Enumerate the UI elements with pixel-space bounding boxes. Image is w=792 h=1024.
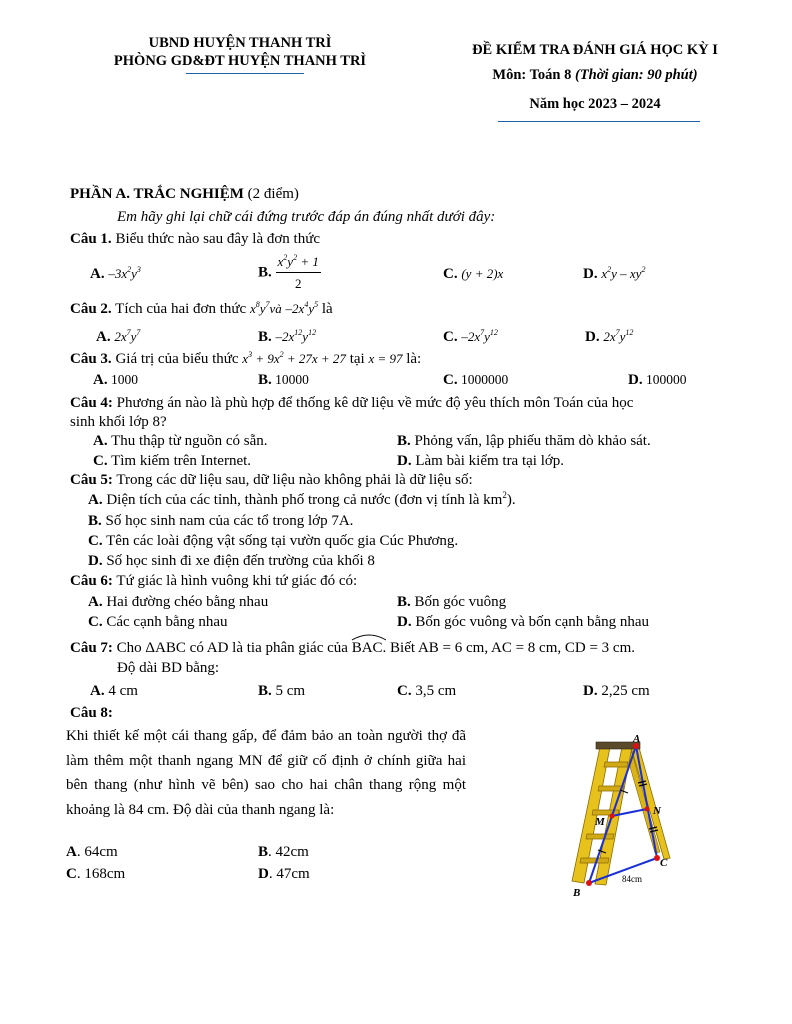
angle-bac: BAC	[352, 637, 383, 657]
school-department: PHÒNG GD&ĐT HUYỆN THANH TRÌ	[113, 53, 367, 69]
q1-option-c: C. (y + 2)x	[443, 266, 504, 282]
school-district: UBND HUYỆN THANH TRÌ	[148, 35, 332, 51]
q2-option-a: A. $2x^7y^7$	[96, 328, 141, 345]
q1-option-a: A. $-3x^2y^3$	[90, 265, 141, 282]
label-n: N	[653, 805, 661, 817]
q6-option-b: B. Bốn góc vuông	[397, 594, 507, 610]
q3-option-a: A. 1000	[93, 372, 138, 388]
q5-option-d: D. Số học sinh đi xe điện đến trường của khối 8	[88, 553, 375, 569]
q4-option-d: D. Làm bài kiểm tra tại lớp.	[397, 453, 565, 469]
q5-option-b: B. Số học sinh nam của các tổ trong lớp 7A.	[88, 513, 354, 529]
question-7: Câu 7: Cho ΔABC có AD là tia phân giác của BAC. Biết AB = 6 cm, AC = 8 cm, CD = 3 cm.	[70, 637, 635, 657]
q8-option-d: D. 47cm	[258, 866, 310, 882]
q7-option-a: A. 4 cm	[90, 683, 138, 699]
question-7-continued: Độ dài BD bằng:	[117, 660, 220, 676]
ladder-figure	[548, 730, 688, 900]
question-5: Câu 5: Trong các dữ liệu sau, dữ liệu nào không phải là dữ liệu số:	[70, 472, 473, 488]
label-m: M	[595, 816, 605, 828]
question-1: Câu 1. Biểu thức nào sau đây là đơn thức	[70, 231, 320, 247]
label-c: C	[660, 857, 668, 869]
ladder-rear-leg	[630, 744, 670, 859]
question-2: Câu 2. Tích của hai đơn thức $x^8y^7và$ $-2x^4y^5$ là	[70, 300, 333, 317]
q6-option-c: C. Các cạnh bằng nhau	[88, 614, 228, 630]
q6-option-d: D. Bốn góc vuông và bốn cạnh bằng nhau	[397, 614, 650, 630]
angle-arc	[351, 633, 387, 641]
q6-option-a: A. Hai đường chéo bằng nhau	[88, 594, 269, 610]
exam-title: ĐỀ KIỂM TRA ĐÁNH GIÁ HỌC KỲ I	[472, 42, 718, 58]
q8-option-c: C. 168cm	[66, 866, 126, 882]
q5-option-c: C. Tên các loài động vật sống tại vườn quốc gia Cúc Phương.	[88, 533, 459, 549]
q7-option-b: B. 5 cm	[258, 683, 306, 699]
question-4-continued: sinh khối lớp 8?	[70, 414, 167, 430]
q3-option-d: D. 100000	[628, 372, 687, 388]
q1-option-d: D. $x^2y - xy^2$	[583, 265, 646, 282]
q3-option-c: C. 1000000	[443, 372, 509, 388]
question-6: Câu 6: Tứ giác là hình vuông khi tứ giác đó có:	[70, 573, 358, 589]
question-8-text: Khi thiết kế một cái thang gấp, để đảm bảo an toàn người thợ đã làm thêm một thanh ngang MN để giữ cố định ở chính giữa hai bên thang (như hình vẽ bên) sao cho hai chân thang rộng một khoảng là 84 cm. Độ dài của thanh ngang là:	[66, 728, 466, 818]
q2-option-c: C. $-2x^7y^{12}$	[443, 328, 498, 345]
question-3: Câu 3. Giá trị của biểu thức $x^3 + 9x^2 + 27x + 27$ tại x = 97 là:	[70, 350, 422, 367]
q8-option-b: B. 42cm	[258, 844, 309, 860]
q4-option-b: B. Phỏng vấn, lập phiếu thăm dò khảo sát.	[397, 433, 651, 449]
label-a: A	[633, 733, 641, 745]
section-instruction: Em hãy ghi lại chữ cái đứng trước đáp án đúng nhất dưới đây:	[117, 209, 496, 225]
q4-option-a: A. Thu thập từ nguồn có sẵn.	[93, 433, 268, 449]
q5-option-a: A. Diện tích của các tỉnh, thành phố trong cả nước (đơn vị tính là $km^2$).	[88, 490, 516, 508]
exam-subject: Môn: Toán 8 (Thời gian: 90 phút)	[492, 67, 698, 83]
label-width: 84cm	[622, 874, 642, 884]
q8-option-a: A. 64cm	[66, 844, 118, 860]
section-title: PHẦN A. TRẮC NGHIỆM (2 điểm)	[70, 186, 299, 202]
right-header-rule	[498, 121, 700, 122]
q4-option-c: C. Tìm kiếm trên Internet.	[93, 453, 252, 469]
q2-option-b: B. $-2x^{12}y^{12}$	[258, 328, 317, 345]
school-year: Năm học 2023 – 2024	[529, 96, 661, 112]
q1-option-b: B. $\frac{x^2y^2 + 1}{2}$	[258, 253, 319, 291]
q3-option-b: B. 10000	[258, 372, 309, 388]
q1-fraction: $\frac{x^2y^2 + 1}{2}$	[277, 253, 319, 291]
q7-option-d: D. 2,25 cm	[583, 683, 650, 699]
q7-option-c: C. 3,5 cm	[397, 683, 457, 699]
question-4: Câu 4: Phương án nào là phù hợp để thống kê dữ liệu về mức độ yêu thích môn Toán của học	[70, 395, 634, 411]
left-header-rule	[186, 73, 304, 74]
question-8: Câu 8:	[70, 705, 113, 721]
q2-option-d: D. $2x^7y^{12}$	[585, 328, 634, 345]
label-b: B	[573, 887, 581, 899]
